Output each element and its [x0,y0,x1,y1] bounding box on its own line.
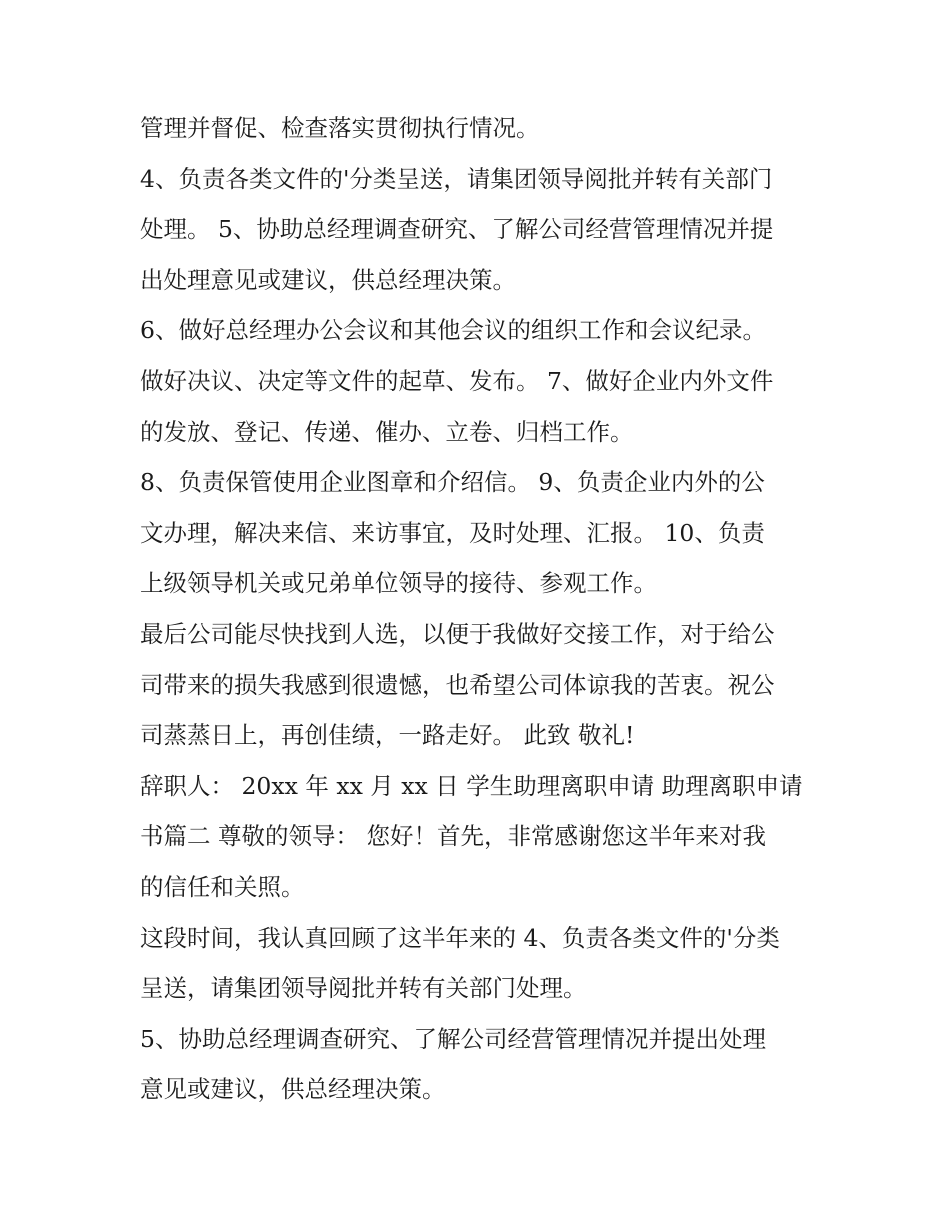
text-line-2: 4、负责各类文件的'分类呈送，请集团领导阅批并转有关部门 [140,164,773,193]
text-line-15: 书篇二 尊敬的领导： 您好！首先，非常感谢您这半年来对我 [140,822,766,851]
text-line-18: 呈送，请集团领导阅批并转有关部门处理。 [140,974,587,1003]
text-line-16: 的信任和关照。 [140,872,305,901]
text-line-20: 意见或建议，供总经理决策。 [140,1075,446,1104]
text-line-13: 司蒸蒸日上，再创佳绩，一路走好。 此致 敬礼! [140,721,635,750]
text-line-9: 文办理，解决来信、来访事宜，及时处理、汇报。 10、负责 [140,518,765,547]
text-line-7: 的发放、登记、传递、催办、立卷、归档工作。 [140,417,634,446]
text-line-1: 管理并督促、检查落实贯彻执行情况。 [140,114,540,142]
text-line-11: 最后公司能尽快找到人选，以便于我做好交接工作，对于给公 [140,619,775,648]
text-line-12: 司带来的损失我感到很遗憾，也希望公司体谅我的苦衷。祝公 [140,670,775,699]
text-line-5: 6、做好总经理办公会议和其他会议的组织工作和会议纪录。 [140,316,766,345]
text-line-6: 做好决议、决定等文件的起草、发布。 7、做好企业内外文件 [140,366,774,395]
text-line-3: 处理。 5、协助总经理调查研究、了解公司经营管理情况并提 [140,215,774,244]
text-line-19: 5、协助总经理调查研究、了解公司经营管理情况并提出处理 [140,1024,766,1053]
text-line-10: 上级领导机关或兄弟单位领导的接待、参观工作。 [140,569,657,598]
document-body [140,103,820,1115]
text-line-17: 这段时间，我认真回顾了这半年来的 4、负责各类文件的'分类 [140,923,780,952]
text-line-4: 出处理意见或建议，供总经理决策。 [140,265,516,294]
text-line-8: 8、负责保管使用企业图章和介绍信。 9、负责企业内外的公 [140,468,765,497]
text-line-14: 辞职人： 20xx 年 xx 月 xx 日 学生助理离职申请 助理离职申请 [140,771,803,800]
